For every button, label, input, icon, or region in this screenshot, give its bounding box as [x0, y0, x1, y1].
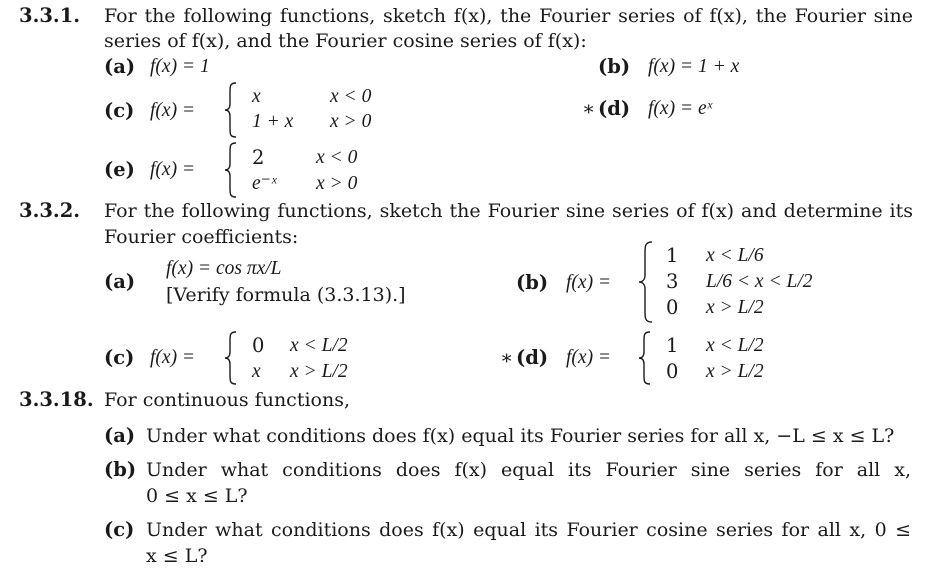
problem-text-line: For the following functions, sketch f(x), the Fourier series of f(x), the Fourier sine: [104, 5, 913, 27]
case-condition: x > 0: [330, 111, 372, 132]
part-label: (b): [104, 458, 137, 481]
case-condition: x < L/6: [706, 245, 764, 266]
case-condition: x > 0: [316, 173, 358, 194]
part-text: Under what conditions does f(x) equal its Fourier series for all x, −L ≤ x ≤ L?: [146, 425, 895, 447]
case-condition: x < L/2: [290, 335, 348, 356]
part-label: (c): [104, 99, 135, 122]
piecewise-lhs: f(x) =: [150, 347, 196, 368]
part-label: (b): [516, 271, 549, 294]
part-label: (a): [104, 424, 136, 447]
part-label: (a): [104, 270, 136, 293]
part-text-line: x ≤ L?: [146, 545, 208, 567]
case-condition: x < 0: [316, 147, 358, 168]
piecewise-lhs: f(x) =: [150, 159, 196, 180]
case-condition: x > L/2: [706, 361, 764, 382]
left-brace-icon: [638, 331, 652, 385]
case-condition: x > L/2: [706, 297, 764, 318]
part-label: (c): [104, 346, 135, 369]
part-text-line: 0 ≤ x ≤ L?: [146, 485, 248, 507]
left-brace-icon: [224, 82, 238, 138]
left-brace-icon: [224, 142, 238, 198]
part-label: (b): [598, 55, 631, 78]
part-expression: f(x) = 1: [150, 56, 210, 77]
case-condition: x > L/2: [290, 361, 348, 382]
problem-text-line: series of f(x), and the Fourier cosine series of f(x):: [104, 30, 587, 52]
left-brace-icon: [638, 241, 654, 323]
part-text-line: Under what conditions does f(x) equal its Fourier sine series for all x,: [146, 459, 911, 481]
problem-number: 3.3.2.: [19, 199, 81, 222]
piecewise-lhs: f(x) =: [566, 272, 612, 293]
problem-number: 3.3.1.: [19, 4, 81, 27]
case-condition: L/6 < x < L/2: [706, 271, 813, 292]
part-expression: f(x) = eˣ: [648, 98, 713, 119]
part-text: [146, 518, 911, 542]
case-value: 3: [666, 270, 679, 293]
part-note: [Verify formula (3.3.13).]: [166, 284, 406, 306]
part-label: (d): [598, 97, 631, 120]
left-brace-icon: [224, 331, 238, 385]
part-text: [146, 458, 911, 482]
case-value: 0: [252, 334, 265, 357]
problem-text: [104, 4, 913, 28]
problem-text-line: Fourier coefficients:: [104, 226, 299, 248]
problem-text: [104, 199, 913, 223]
case-value: 1: [666, 244, 679, 267]
case-value: 2: [252, 146, 265, 169]
part-expression: f(x) = 1 + x: [648, 56, 740, 77]
piecewise-lhs: f(x) =: [150, 100, 196, 121]
case-value: 0: [666, 360, 679, 383]
case-value: 0: [666, 296, 679, 319]
star-marker: ∗: [500, 346, 514, 369]
part-text-line: Under what conditions does f(x) equal its Fourier cosine series for all x, 0 ≤: [146, 519, 911, 541]
case-value: 1 + x: [252, 111, 294, 132]
case-value: x: [252, 361, 261, 382]
case-value: 1: [666, 334, 679, 357]
problem-text-line: For continuous functions,: [104, 389, 350, 411]
case-condition: x < L/2: [706, 335, 764, 356]
part-label: (a): [104, 55, 136, 78]
part-label: (e): [104, 158, 135, 181]
part-expression: f(x) = cos πx/L: [166, 258, 282, 279]
piecewise-lhs: f(x) =: [566, 347, 612, 368]
case-value: x: [252, 86, 261, 107]
star-marker: ∗: [582, 97, 596, 120]
case-value: e⁻ˣ: [252, 173, 277, 194]
part-label: (c): [104, 518, 135, 541]
problem-text-line: For the following functions, sketch the Fourier sine series of f(x) and determine its: [104, 200, 913, 222]
part-label: (d): [516, 346, 549, 369]
problem-number: 3.3.18.: [19, 388, 94, 411]
case-condition: x < 0: [330, 86, 372, 107]
